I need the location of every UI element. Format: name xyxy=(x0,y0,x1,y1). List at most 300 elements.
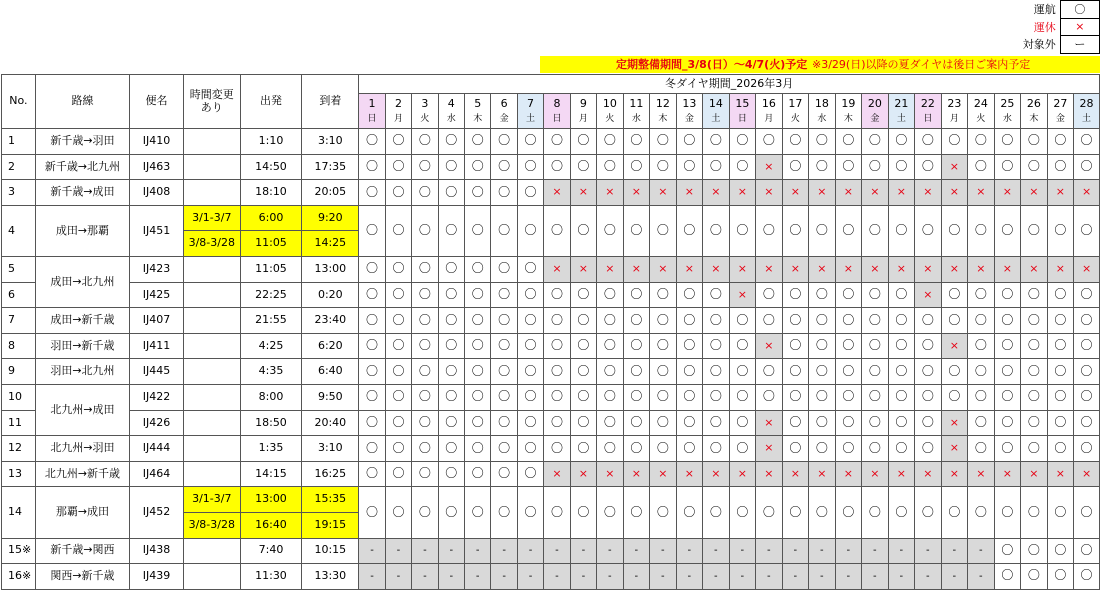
status-cell: 〇 xyxy=(862,410,889,436)
status-cell: - xyxy=(703,538,730,564)
row-number: 15※ xyxy=(2,538,36,564)
flight-number: IJ438 xyxy=(130,538,184,564)
status-cell: - xyxy=(862,538,889,564)
status-cell: 〇 xyxy=(809,410,836,436)
day-header xyxy=(729,94,756,129)
row-number: 10 xyxy=(2,384,36,410)
day-number: 8 xyxy=(553,96,561,110)
row-number: 12 xyxy=(2,436,36,462)
status-cell: 〇 xyxy=(544,282,570,308)
status-cell: 〇 xyxy=(835,436,862,462)
table-row xyxy=(2,359,1100,385)
status-cell: 〇 xyxy=(782,308,809,334)
status-cell: × xyxy=(756,333,783,359)
day-weekday: 金 xyxy=(1055,114,1065,125)
status-cell: 〇 xyxy=(465,461,491,487)
status-cell: 〇 xyxy=(623,359,650,385)
route-cell: 成田→那覇 xyxy=(35,205,129,256)
legend-row xyxy=(1007,36,1100,54)
status-cell: 〇 xyxy=(703,359,730,385)
route-cell: 羽田→新千歳 xyxy=(35,333,129,359)
status-cell: 〇 xyxy=(517,180,543,206)
arrival-time: 20:40 xyxy=(302,410,359,436)
legend-label: 運航 xyxy=(1033,3,1056,17)
status-cell: 〇 xyxy=(650,282,677,308)
status-cell: 〇 xyxy=(862,282,889,308)
status-cell: 〇 xyxy=(915,487,942,538)
row-number: 14 xyxy=(2,487,36,538)
departure-time: 14:50 xyxy=(240,154,302,180)
status-cell: - xyxy=(438,538,464,564)
day-number: 22 xyxy=(920,96,935,110)
status-cell: 〇 xyxy=(544,359,570,385)
status-cell: - xyxy=(650,564,677,590)
status-cell: 〇 xyxy=(968,333,995,359)
status-cell: 〇 xyxy=(676,205,703,256)
status-cell: 〇 xyxy=(597,384,624,410)
status-cell: 〇 xyxy=(809,384,836,410)
status-cell: 〇 xyxy=(438,359,464,385)
status-cell: 〇 xyxy=(570,333,596,359)
day-number: 18 xyxy=(814,96,829,110)
status-cell: × xyxy=(623,180,650,206)
arrival-time: 0:20 xyxy=(302,282,359,308)
change-period xyxy=(183,333,240,359)
status-cell: 〇 xyxy=(994,384,1021,410)
day-header xyxy=(1021,94,1048,129)
legend-symbol: ー xyxy=(1060,36,1099,54)
status-cell: 〇 xyxy=(835,308,862,334)
status-cell: 〇 xyxy=(915,154,942,180)
header-departure: 出発 xyxy=(240,75,302,129)
status-cell: 〇 xyxy=(1074,333,1100,359)
status-cell: - xyxy=(756,538,783,564)
status-cell: 〇 xyxy=(729,436,756,462)
maintenance-notice xyxy=(540,56,1100,73)
day-header xyxy=(438,94,464,129)
status-cell: 〇 xyxy=(491,308,517,334)
status-cell: 〇 xyxy=(359,436,385,462)
status-cell: 〇 xyxy=(465,308,491,334)
status-cell: × xyxy=(597,256,624,282)
status-cell: × xyxy=(941,333,968,359)
status-cell: × xyxy=(756,436,783,462)
status-cell: 〇 xyxy=(359,308,385,334)
status-cell: 〇 xyxy=(756,308,783,334)
status-cell: 〇 xyxy=(1074,282,1100,308)
status-cell: 〇 xyxy=(597,154,624,180)
arrival-time: 3:10 xyxy=(302,129,359,155)
change-period: 3/8-3/28 xyxy=(183,512,240,538)
flight-number: IJ422 xyxy=(130,384,184,410)
status-cell: 〇 xyxy=(888,333,915,359)
status-cell: 〇 xyxy=(835,129,862,155)
day-number: 25 xyxy=(1000,96,1015,110)
status-cell: 〇 xyxy=(491,461,517,487)
day-weekday: 水 xyxy=(1002,114,1012,125)
status-cell: 〇 xyxy=(438,180,464,206)
departure-time: 18:10 xyxy=(240,180,302,206)
status-cell: 〇 xyxy=(941,205,968,256)
status-cell: - xyxy=(968,564,995,590)
status-cell: 〇 xyxy=(491,384,517,410)
departure-time: 11:05 xyxy=(240,231,302,257)
status-cell: 〇 xyxy=(994,129,1021,155)
day-header xyxy=(756,94,783,129)
status-cell: 〇 xyxy=(623,384,650,410)
arrival-time: 20:05 xyxy=(302,180,359,206)
table-row xyxy=(2,154,1100,180)
day-weekday: 火 xyxy=(605,114,615,125)
legend-row xyxy=(1007,18,1100,36)
status-cell: - xyxy=(412,564,438,590)
summer-schedule-note: ※3/29(日)以降の夏ダイヤは後日ご案内予定 xyxy=(812,58,1031,71)
route-cell: 北九州→新千歳 xyxy=(35,461,129,487)
departure-time: 6:00 xyxy=(240,205,302,231)
status-cell: 〇 xyxy=(915,384,942,410)
status-cell: 〇 xyxy=(623,333,650,359)
day-number: 2 xyxy=(394,96,402,110)
status-cell: 〇 xyxy=(703,308,730,334)
status-cell: 〇 xyxy=(809,308,836,334)
arrival-time: 9:20 xyxy=(302,205,359,231)
arrival-time: 13:30 xyxy=(302,564,359,590)
status-cell: - xyxy=(676,538,703,564)
status-cell: 〇 xyxy=(1047,384,1074,410)
status-cell: 〇 xyxy=(729,410,756,436)
status-cell: 〇 xyxy=(862,154,889,180)
change-period xyxy=(183,282,240,308)
status-cell: 〇 xyxy=(888,436,915,462)
status-cell: 〇 xyxy=(517,282,543,308)
day-weekday: 金 xyxy=(684,114,694,125)
day-weekday: 月 xyxy=(393,114,403,125)
row-number: 4 xyxy=(2,205,36,256)
table-row xyxy=(2,538,1100,564)
status-cell: 〇 xyxy=(465,487,491,538)
status-cell: 〇 xyxy=(1021,333,1048,359)
status-cell: 〇 xyxy=(729,487,756,538)
status-cell: 〇 xyxy=(385,282,411,308)
route-cell: 成田→新千歳 xyxy=(35,308,129,334)
status-cell: 〇 xyxy=(968,410,995,436)
status-cell: 〇 xyxy=(412,180,438,206)
status-cell: 〇 xyxy=(703,205,730,256)
status-cell: 〇 xyxy=(597,333,624,359)
status-cell: × xyxy=(915,256,942,282)
status-cell: 〇 xyxy=(888,359,915,385)
status-cell: 〇 xyxy=(756,487,783,538)
status-cell: 〇 xyxy=(385,308,411,334)
day-weekday: 土 xyxy=(896,114,906,125)
status-cell: 〇 xyxy=(994,282,1021,308)
status-cell: 〇 xyxy=(438,205,464,256)
status-cell: - xyxy=(809,538,836,564)
status-cell: - xyxy=(570,538,596,564)
status-cell: × xyxy=(1074,180,1100,206)
status-cell: - xyxy=(729,538,756,564)
status-cell: × xyxy=(623,461,650,487)
status-cell: 〇 xyxy=(1021,436,1048,462)
day-weekday: 日 xyxy=(923,114,933,125)
status-cell: 〇 xyxy=(888,154,915,180)
status-cell: 〇 xyxy=(782,205,809,256)
status-cell: 〇 xyxy=(517,129,543,155)
status-cell: 〇 xyxy=(359,180,385,206)
status-cell: 〇 xyxy=(729,333,756,359)
status-cell: 〇 xyxy=(729,205,756,256)
arrival-time: 15:35 xyxy=(302,487,359,513)
status-cell: 〇 xyxy=(1074,359,1100,385)
status-cell: 〇 xyxy=(465,180,491,206)
status-cell: 〇 xyxy=(491,359,517,385)
row-number: 7 xyxy=(2,308,36,334)
day-weekday: 土 xyxy=(526,114,536,125)
flight-number: IJ408 xyxy=(130,180,184,206)
change-period xyxy=(183,129,240,155)
status-cell: 〇 xyxy=(465,129,491,155)
row-number: 5 xyxy=(2,256,36,282)
change-period xyxy=(183,538,240,564)
status-cell: × xyxy=(835,461,862,487)
day-header xyxy=(862,94,889,129)
status-cell: 〇 xyxy=(703,487,730,538)
day-weekday: 火 xyxy=(976,114,986,125)
status-cell: 〇 xyxy=(915,129,942,155)
status-cell: × xyxy=(941,436,968,462)
departure-time: 14:15 xyxy=(240,461,302,487)
route-cell: 新千歳→成田 xyxy=(35,180,129,206)
departure-time: 1:35 xyxy=(240,436,302,462)
header-flight: 便名 xyxy=(130,75,184,129)
day-header xyxy=(994,94,1021,129)
status-cell: 〇 xyxy=(359,410,385,436)
status-cell: - xyxy=(359,538,385,564)
status-cell: 〇 xyxy=(438,461,464,487)
day-weekday: 木 xyxy=(658,114,668,125)
arrival-time: 6:40 xyxy=(302,359,359,385)
status-cell: - xyxy=(968,538,995,564)
day-header xyxy=(465,94,491,129)
status-cell: 〇 xyxy=(809,487,836,538)
status-cell: × xyxy=(729,256,756,282)
status-cell: 〇 xyxy=(544,410,570,436)
status-cell: 〇 xyxy=(517,359,543,385)
status-cell: - xyxy=(623,564,650,590)
departure-time: 11:30 xyxy=(240,564,302,590)
status-cell: - xyxy=(888,564,915,590)
status-cell: 〇 xyxy=(544,308,570,334)
status-cell: 〇 xyxy=(359,282,385,308)
status-cell: × xyxy=(1021,256,1048,282)
status-cell: 〇 xyxy=(385,410,411,436)
route-cell: 新千歳→羽田 xyxy=(35,129,129,155)
status-cell: 〇 xyxy=(517,384,543,410)
route-cell: 関西→新千歳 xyxy=(35,564,129,590)
status-cell: 〇 xyxy=(1074,564,1100,590)
departure-time: 22:25 xyxy=(240,282,302,308)
status-cell: 〇 xyxy=(1074,154,1100,180)
status-cell: 〇 xyxy=(623,282,650,308)
status-cell: 〇 xyxy=(915,436,942,462)
status-cell: × xyxy=(597,461,624,487)
flight-number: IJ426 xyxy=(130,410,184,436)
status-cell: 〇 xyxy=(597,308,624,334)
status-cell: 〇 xyxy=(465,205,491,256)
status-cell: 〇 xyxy=(1074,538,1100,564)
change-period xyxy=(183,256,240,282)
change-period xyxy=(183,564,240,590)
day-header xyxy=(915,94,942,129)
table-row xyxy=(2,308,1100,334)
status-cell: 〇 xyxy=(1047,205,1074,256)
day-header xyxy=(888,94,915,129)
flight-number: IJ423 xyxy=(130,256,184,282)
status-cell: 〇 xyxy=(465,282,491,308)
day-number: 9 xyxy=(579,96,587,110)
status-cell: 〇 xyxy=(491,180,517,206)
day-number: 24 xyxy=(973,96,988,110)
status-cell: - xyxy=(597,564,624,590)
status-cell: × xyxy=(994,180,1021,206)
status-cell: 〇 xyxy=(597,359,624,385)
status-cell: × xyxy=(888,256,915,282)
status-cell: 〇 xyxy=(729,154,756,180)
legend-label: 対象外 xyxy=(1022,38,1056,52)
status-cell: 〇 xyxy=(491,154,517,180)
status-cell: 〇 xyxy=(1047,308,1074,334)
status-cell: 〇 xyxy=(438,410,464,436)
status-cell: 〇 xyxy=(862,384,889,410)
status-cell: 〇 xyxy=(623,487,650,538)
day-weekday: 木 xyxy=(843,114,853,125)
day-number: 10 xyxy=(602,96,617,110)
flight-number: IJ425 xyxy=(130,282,184,308)
status-cell: 〇 xyxy=(676,359,703,385)
status-cell: 〇 xyxy=(676,410,703,436)
status-cell: × xyxy=(756,256,783,282)
status-cell: 〇 xyxy=(1047,538,1074,564)
status-cell: 〇 xyxy=(835,333,862,359)
status-cell: 〇 xyxy=(1047,359,1074,385)
day-number: 28 xyxy=(1079,96,1094,110)
departure-time: 16:40 xyxy=(240,512,302,538)
row-number: 13 xyxy=(2,461,36,487)
status-cell: 〇 xyxy=(888,308,915,334)
status-cell: × xyxy=(1047,180,1074,206)
status-cell: × xyxy=(782,180,809,206)
status-cell: × xyxy=(941,461,968,487)
day-weekday: 月 xyxy=(578,114,588,125)
departure-time: 13:00 xyxy=(240,487,302,513)
status-cell: 〇 xyxy=(782,333,809,359)
day-number: 6 xyxy=(500,96,508,110)
day-number: 3 xyxy=(421,96,429,110)
status-cell: 〇 xyxy=(968,359,995,385)
status-cell: 〇 xyxy=(809,129,836,155)
status-cell: 〇 xyxy=(756,359,783,385)
status-cell: 〇 xyxy=(1021,538,1048,564)
status-cell: 〇 xyxy=(385,333,411,359)
status-cell: 〇 xyxy=(623,205,650,256)
table-row xyxy=(2,384,1100,410)
status-cell: 〇 xyxy=(412,256,438,282)
status-cell: 〇 xyxy=(650,410,677,436)
status-cell: 〇 xyxy=(888,487,915,538)
status-cell: 〇 xyxy=(1074,436,1100,462)
status-cell: 〇 xyxy=(359,205,385,256)
status-cell: × xyxy=(862,256,889,282)
change-period xyxy=(183,359,240,385)
status-cell: - xyxy=(888,538,915,564)
status-cell: - xyxy=(915,564,942,590)
status-cell: 〇 xyxy=(888,410,915,436)
status-cell: 〇 xyxy=(676,384,703,410)
status-cell: 〇 xyxy=(915,359,942,385)
status-cell: - xyxy=(465,564,491,590)
status-cell: × xyxy=(703,461,730,487)
status-cell: × xyxy=(968,461,995,487)
status-cell: 〇 xyxy=(544,205,570,256)
status-cell: 〇 xyxy=(835,205,862,256)
day-number: 16 xyxy=(761,96,776,110)
day-number: 5 xyxy=(474,96,482,110)
status-cell: 〇 xyxy=(968,308,995,334)
status-cell: 〇 xyxy=(650,308,677,334)
status-cell: 〇 xyxy=(491,256,517,282)
status-cell: 〇 xyxy=(412,129,438,155)
arrival-time: 9:50 xyxy=(302,384,359,410)
status-cell: × xyxy=(544,461,570,487)
status-cell: 〇 xyxy=(994,487,1021,538)
status-cell: 〇 xyxy=(1021,359,1048,385)
status-cell: 〇 xyxy=(703,410,730,436)
status-cell: 〇 xyxy=(517,410,543,436)
arrival-time: 10:15 xyxy=(302,538,359,564)
arrival-time: 17:35 xyxy=(302,154,359,180)
status-cell: 〇 xyxy=(359,461,385,487)
status-cell: 〇 xyxy=(968,436,995,462)
status-cell: 〇 xyxy=(782,384,809,410)
status-cell: × xyxy=(888,461,915,487)
status-cell: 〇 xyxy=(756,384,783,410)
status-cell: 〇 xyxy=(517,436,543,462)
row-number: 9 xyxy=(2,359,36,385)
change-period xyxy=(183,180,240,206)
row-number: 3 xyxy=(2,180,36,206)
route-cell: 羽田→北九州 xyxy=(35,359,129,385)
status-cell: - xyxy=(597,538,624,564)
status-cell: 〇 xyxy=(782,129,809,155)
status-cell: × xyxy=(756,154,783,180)
status-cell: 〇 xyxy=(729,308,756,334)
status-cell: - xyxy=(359,564,385,590)
status-cell: 〇 xyxy=(570,384,596,410)
arrival-time: 19:15 xyxy=(302,512,359,538)
status-cell: 〇 xyxy=(862,487,889,538)
day-weekday: 木 xyxy=(473,114,483,125)
day-header xyxy=(412,94,438,129)
status-cell: 〇 xyxy=(570,359,596,385)
status-cell: 〇 xyxy=(412,333,438,359)
day-number: 7 xyxy=(527,96,535,110)
status-cell: 〇 xyxy=(994,436,1021,462)
change-period: 3/1-3/7 xyxy=(183,487,240,513)
row-number: 11 xyxy=(2,410,36,436)
status-cell: × xyxy=(941,154,968,180)
status-cell: 〇 xyxy=(809,154,836,180)
status-cell: 〇 xyxy=(1047,282,1074,308)
